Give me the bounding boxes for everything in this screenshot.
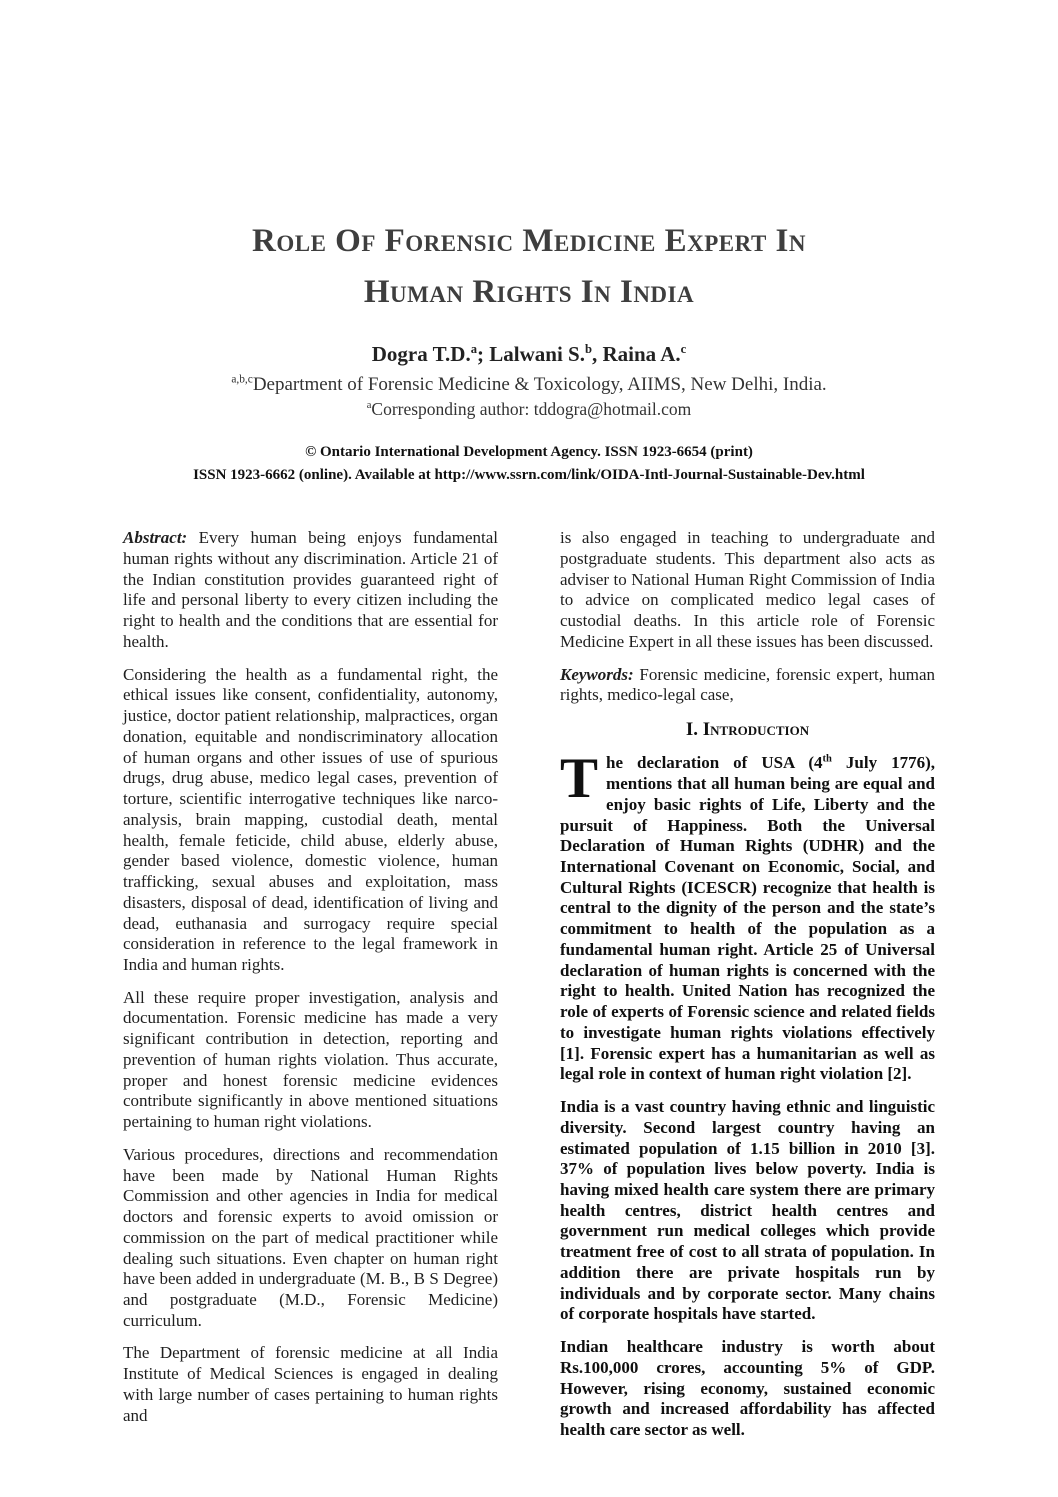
introduction-paragraph-2: India is a vast country having ethnic and linguistic diversity. Second largest country having an estimated population of 1.15 billion in 2010 [3]. 37% of population lives below poverty. India is having mixed health care system there are primary health centres, district health centres and government run medical colleges which provide treatment free of cost to all strata of population. In addition there are private hospitals run by individuals and by corporate sector. Many chains of corporate hospitals have started. [560,1097,935,1324]
drop-cap: T [560,747,599,811]
introduction-paragraph-1 [560,747,935,1085]
abstract-paragraph-3: All these require proper investigation, analysis and documentation. Forensic medicine has made a very significant contribution in detection, reporting and prevention of human rights violation. Thus accurate, proper and honest forensic medicine evidences contribute significantly in above mentioned situations pertaining to human right violations. [123,987,498,1132]
author-name-2: Lalwani S. [489,342,585,367]
abstract-paragraph-4: Various procedures, directions and recommendation have been made by National Human Rights Commission and other agencies in India for medical doctors and forensic experts to avoid omission or commission on the part of medical practitioner while dealing such situations. Even chapter on human right have been added in undergraduate (M. B., B S Degree) and postgraduate (M.D., Forensic Medicine) curriculum. [123,1144,498,1330]
author-superscript-1: a [470,342,478,357]
front-matter [0,0,1058,486]
keywords-line [560,665,935,706]
publisher-line-2: ISSN 1923-6662 (online). Available at http://www.ssrn.com/link/OIDA-Intl-Journal-Sustainable-Dev.html [193,466,865,483]
abstract-paragraph-2: Considering the health as a fundamental right, the ethical issues like consent, confidentiality, autonomy, justice, doctor patient relationship, malpractices, organ donation, equitable and nondiscriminatory allocation of human organs and other issues of use of spurious drugs, drug abuse, medico legal cases, prevention of torture, scientific interrogative techniques like narco-analysis, brain mapping, custodial death, mental health, female feticide, child abuse, elderly abuse, gender based violence, domestic violence, human trafficking, sexual abuses and exploitation, mass disasters, disposal of dead, identification of living and dead, euthanasia and surrogacy require special consideration in reference to the legal framework in India and human rights. [123,664,498,974]
affiliation-superscript: a,b,c [231,373,253,386]
publisher-line-1: © Ontario International Development Agency. ISSN 1923-6654 (print) [305,444,753,461]
author-name-3: Raina A. [602,342,681,367]
affiliation-text: Department of Forensic Medicine & Toxicology, AIIMS, New Delhi, India. [252,374,827,396]
abstract-paragraph-1 [123,528,498,652]
introduction-paragraph-1-start: he declaration of USA (4 [606,753,823,773]
author-separator-1: ; [477,342,490,367]
ordinal-superscript: th [822,753,832,765]
paper-title [0,216,1058,318]
author-name-1: Dogra T.D. [371,342,471,367]
author-superscript-2: b [584,342,592,357]
authors-line [0,342,1058,367]
affiliation-line [0,374,1058,396]
introduction-paragraph-1-rest: July 1776), mentions that all human being are equal and enjoy basic rights of Life, Liberty and the pursuit of Happiness. Both the Universal Declaration of Human Rights (UDHR) and the International Covenant on Economic, Social, and Cultural Rights (ICESCR) recognize that health is central to the dignity of the person and the state’s commitment to health of the population as a fundamental human right. Article 25 of Universal declaration of human rights is concerned with the right to health. United Nation has recognized the role of experts of Forensic science and related fields to investigate human rights violations effectively [1]. Forensic expert has a humanitarian as well as legal role in context of human right violation [2]. [560,753,935,1084]
right-column [560,528,935,1453]
introduction-heading: I. Introduction [685,719,810,741]
corresponding-text: Corresponding author: tddogra@hotmail.com [371,399,692,420]
paper-title-line1: Role Of Forensic Medicine Expert In [252,223,806,259]
author-superscript-3: c [680,342,687,357]
abstract-paragraph-5-right: is also engaged in teaching to undergraduate and postgraduate students. This department also acts as adviser to National Human Right Commission of India to advice on complicated medico legal cases of custodial deaths. In this article role of Forensic Medicine Expert in all these issues has been discussed. [560,528,935,651]
left-column [123,528,498,1453]
author-separator-2: , [591,342,603,367]
abstract-paragraph-1-text: Every human being enjoys fundamental human rights without any discrimination. Article 21 of the Indian constitution provides guaranteed right of life and personal liberty to every citizen including the right to health and the conditions that are essential for health. [123,528,498,651]
introduction-paragraph-3: Indian healthcare industry is worth about Rs.100,000 crores, accounting 5% of GDP. However, rising economy, sustained economic growth and increased affordability has affected health care sector as well. [560,1337,935,1440]
two-column-body [0,528,1058,1453]
corresponding-superscript: a [366,400,372,412]
keywords-text: Forensic medicine, forensic expert, human rights, medico-legal case, [560,664,935,705]
paper-title-line2: Human Rights In India [363,274,695,311]
abstract-label: Abstract: [123,528,188,548]
corresponding-author-line [0,399,1058,420]
keywords-label: Keywords: [560,664,634,684]
publisher-block [0,441,1058,486]
abstract-paragraph-5-left: The Department of forensic medicine at all India Institute of Medical Sciences is engaged in dealing with large number of cases pertaining to human rights and [123,1343,498,1425]
